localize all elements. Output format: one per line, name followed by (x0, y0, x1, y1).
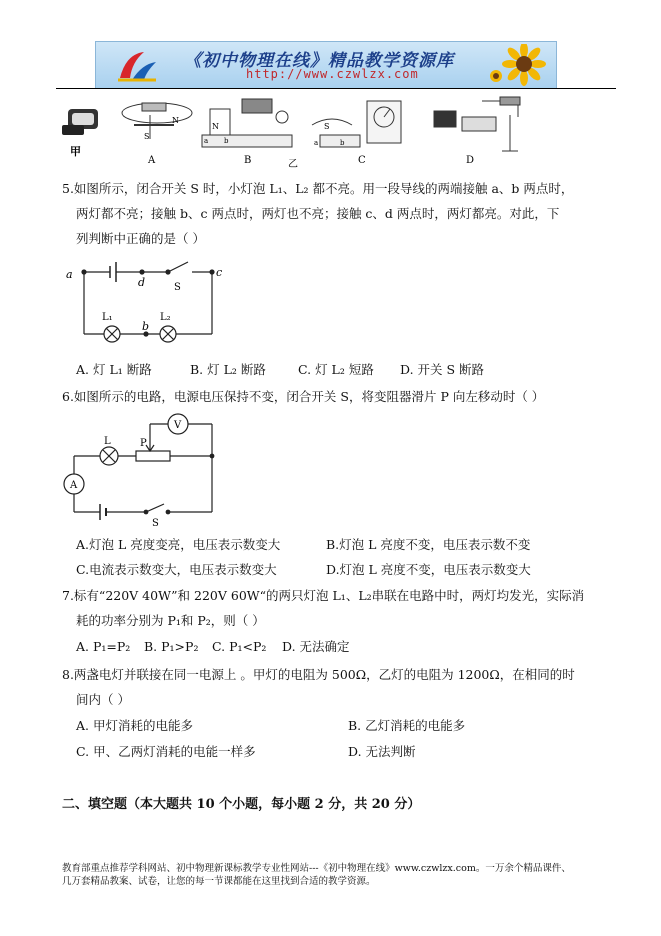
label-c-b: b (340, 139, 345, 147)
q8-option-d: D. 无法判断 (348, 744, 416, 759)
q7-line2: 耗的功率分别为 P₁和 P₂，则（ ） (76, 613, 265, 628)
q5-label-l2: L₂ (160, 312, 171, 323)
q6-option-a: A.灯泡 L 亮度变亮，电压表示数变大 (76, 537, 281, 552)
q6-label-s: S (152, 518, 159, 529)
q8-line2: 间内（ ） (76, 692, 130, 707)
top-figure (62, 95, 622, 175)
q6-line1: 6.如图所示的电路，电源电压保持不变，闭合开关 S，将变阻器滑片 P 向左移动时（ ） (62, 389, 545, 404)
sunflower-icon (484, 44, 554, 86)
q5-line1: 5.如图所示，闭合开关 S 时，小灯泡 L₁、L₂ 都不亮。用一段导线的两端接触 a、b 两点时， (62, 181, 574, 196)
q5-circuit-diagram (62, 258, 232, 350)
q5-label-c: c (216, 266, 223, 279)
label-jia: 甲 (70, 145, 81, 158)
footer-line1: 教育部重点推荐学科网站、初中物理新课标教学专业性网站---《初中物理在线》www.czwlzx.com。一万余个精品课件、 (62, 863, 571, 874)
header-url: http://www.czwlzx.com (246, 67, 419, 81)
q6-option-b: B.灯泡 L 亮度不变，电压表示数不变 (326, 537, 531, 552)
q8-option-a: A. 甲灯消耗的电能多 (76, 718, 193, 733)
q6-label-v: V (174, 420, 182, 431)
label-c: C (358, 155, 366, 166)
label-b: B (244, 155, 252, 166)
label-d: D (466, 155, 475, 166)
q6-option-c: C.电流表示数变大，电压表示数变大 (76, 562, 277, 577)
q8-option-b: B. 乙灯消耗的电能多 (348, 718, 466, 733)
q7-line1: 7.标有“220V 40W”和 220V 60W“的两只灯泡 L₁、L₂串联在电路中时，两灯均发光，实际消 (62, 588, 585, 603)
q6-label-p: P (140, 438, 147, 449)
q5-line2: 两灯都不亮；接触 b、c 两点时，两灯也不亮；接触 c、d 两点时，两灯都亮。对此，下 (76, 206, 560, 221)
label-b-a: a (204, 137, 209, 145)
label-yi: 乙 (288, 159, 298, 170)
section-title: 二、填空题（本大题共 10 个小题，每小题 2 分，共 20 分） (62, 797, 421, 812)
figure-d-apparatus (434, 97, 520, 151)
label-a: A (148, 155, 156, 166)
header-rule (56, 88, 616, 89)
q6-option-d: D.灯泡 L 亮度不变，电压表示数变大 (326, 562, 531, 577)
q7-option-a: A. P₁=P₂ (76, 639, 131, 654)
q5-option-b: B. 灯 L₂ 断路 (190, 362, 266, 377)
page-footer (62, 862, 622, 888)
q5-label-s: S (174, 282, 181, 293)
site-logo-icon (114, 48, 160, 84)
q7-option-c: C. P₁<P₂ (212, 639, 267, 654)
q8-line1: 8.两盏电灯并联接在同一电源上 。甲灯的电阻为 500Ω，乙灯的电阻为 1200Ω，在相同的时 (62, 667, 575, 682)
q7-option-b: B. P₁>P₂ (144, 639, 199, 654)
q6-label-a: A (70, 480, 78, 491)
q8-option-c: C. 甲、乙两灯消耗的电能一样多 (76, 744, 256, 759)
header-title: 《初中物理在线》精品教学资源库 (184, 51, 454, 71)
q5-option-d: D. 开关 S 断路 (400, 362, 485, 377)
footer-line2: 几万套精品教案、试卷，让您的每一节课都能在这里找到合适的教学资源。 (62, 876, 376, 887)
q5-option-c: C. 灯 L₂ 短路 (298, 362, 374, 377)
battery-device-figure (62, 109, 98, 135)
label-c-a: a (314, 139, 319, 147)
header-banner (95, 41, 557, 89)
q5-label-d: d (138, 276, 146, 289)
q5-line3: 列判断中正确的是（ ） (76, 231, 205, 246)
q5-label-a: a (66, 268, 73, 281)
q5-option-a: A. 灯 L₁ 断路 (76, 362, 152, 377)
q6-circuit-diagram (60, 408, 230, 530)
q5-label-l1: L₁ (102, 312, 113, 323)
label-c-s: S (324, 122, 330, 131)
figure-a-magnet (122, 103, 192, 139)
q6-label-l: L (104, 436, 111, 447)
label-a-s: S (144, 132, 150, 141)
q5-label-b: b (142, 320, 150, 333)
label-a-n: N (172, 116, 179, 125)
q7-option-d: D. 无法确定 (282, 639, 350, 654)
label-b-b: b (224, 137, 229, 145)
label-b-n: N (212, 122, 219, 131)
